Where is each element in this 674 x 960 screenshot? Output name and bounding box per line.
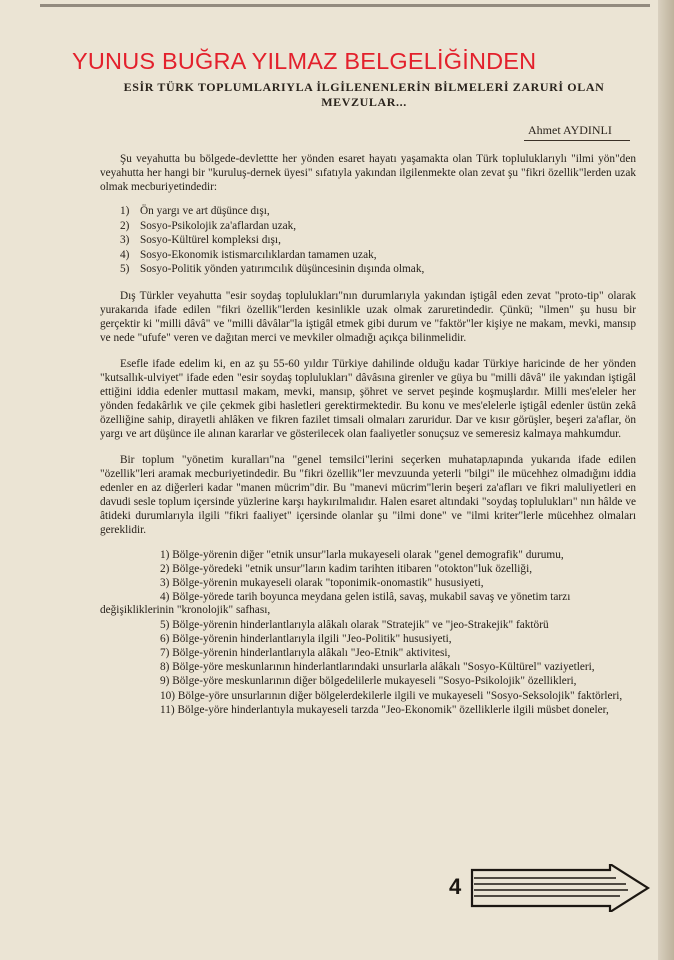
paragraph-regret: Esefle ifade edelim ki, en az şu 55-60 yıldır Türkiye dahilinde olduğu kadar Türkiye haricinde de her yönden "kutsallık-ulviyet" ifade eden "esir soydaş toplulukları" dâvâsına girenler ve güya bu "milli dâvâ" ile yakından iştigâl ettiğini iddia edenler muttasıl makam, mevki, mansıp, şöhret ve servet peşinde koşmuşlardır. Milli mes'eleler her yönden fedakârlık ve çile çekmek gibi hasletleri gerektirmektedir. Bu konu ve mes'elelerle iştigâl edenler üstün zekâ özelliğine sahip, dirayetli ahlâken ve fikren fazilet timsali olmaları zaruridur. Dar ve kısır görüşler, beşeri za'aflar, ön yargı ve art düşünce ile alınan kararlar ve gösterilecek olan faaliyetler sonuçsuz ve semeresiz kalmaya mahkumdur.	[100, 357, 636, 440]
article-title: ESİR TÜRK TOPLUMLARIYLA İLGİLENENLERİN BİLMELERİ ZARURİ OLAN MEVZULAR...	[123, 80, 605, 109]
list-item-text: Bölge-yöre unsurlarının diğer bölgelerdekilerle ilgili ve mukayeseli "Sosyo-Seksolojik" faktörleri,	[177, 689, 623, 702]
list-item-number: 1)	[120, 205, 130, 217]
list-item-text: Bölge-yöre hinderlantıyla mukayeseli tarzda "Jeo-Ekonomik" özelliklerle ilgili müsbet doneler,	[177, 703, 609, 716]
list-item	[100, 577, 636, 590]
list-item	[100, 647, 636, 660]
list-item-text: Bölge-yörede tarih boyunca meydana gelen istilâ, savaş, mukabil savaş ve yönetim tarzı değişikliklerinin "kronolojik" safhası,	[100, 591, 571, 617]
criteria-list	[100, 549, 636, 717]
arrow-right-icon	[470, 864, 650, 912]
list-item	[100, 591, 636, 617]
list-item	[100, 262, 636, 277]
list-item-number: 1)	[160, 548, 170, 561]
list-item-text: Bölge-yöre meskunlarının diğer bölgedelilerle mukayeseli "Sosyo-Psikolojik" özellikleri,	[172, 675, 577, 688]
list-item-number: 10)	[160, 689, 176, 702]
list-item-number: 7)	[160, 646, 170, 659]
list-item	[100, 219, 636, 234]
page-right-edge	[658, 0, 674, 960]
list-item	[100, 204, 636, 219]
list-item	[100, 704, 636, 717]
list-item-number: 5)	[160, 618, 170, 631]
list-item-text: Bölge-yörenin mukayeseli olarak "toponimik-onomastik" hususiyeti,	[172, 576, 484, 589]
list-item-text: Ön yargı ve art düşünce dışı,	[140, 205, 270, 217]
list-item	[100, 661, 636, 674]
list-item	[100, 619, 636, 632]
list-item-number: 2)	[120, 219, 130, 232]
list-item	[100, 549, 636, 562]
list-item-text: Sosyo-Ekonomik istismarcılıklardan tamamen uzak,	[140, 248, 377, 261]
list-item-text: Bölge-yörenin diğer "etnik unsur"larla mukayeseli olarak "genel demografik" durumu,	[172, 548, 564, 561]
archive-banner: YUNUS BUĞRA YILMAZ BELGELİĞİNDEN	[72, 48, 537, 74]
list-item-number: 9)	[160, 675, 170, 688]
intro-paragraph: Şu veyahutta bu bölgede-devlettte her yönden esaret hayatı yaşamakta olan Türk topluluklarıylı "ilmi yön"den veyahutta her hangi bir "kuruluş-dernek üyesi" sıfatıyla yakından ilgilenmekte olan zevat şu "fikri özellik"lerden uzak olmak mecburiyetindedir:	[100, 153, 636, 193]
list-item-number: 5)	[120, 263, 130, 275]
list-item-text: Bölge-yöredeki "etnik unsur"ların kadim tarihten itibaren "otokton"luk özelliği,	[172, 562, 533, 575]
list-item-text: Bölge-yörenin hinderlantlarıyla ilgili "Jeo-Politik" hususiyeti,	[172, 632, 452, 645]
list-item	[100, 675, 636, 688]
page-top-edge	[40, 4, 650, 7]
list-item-number: 4)	[160, 591, 170, 604]
list-item-number: 6)	[160, 632, 170, 645]
list-item	[100, 690, 636, 703]
list-item-number: 11)	[160, 703, 175, 716]
list-item-text: Bölge-yöre meskunlarının hinderlantlarındaki unsurlarla alâkalı "Sosyo-Kültürel" vaziyetleri,	[172, 661, 595, 674]
list-item	[100, 248, 636, 263]
list-item-number: 3)	[120, 234, 130, 246]
list-item	[100, 563, 636, 576]
paragraph-outer-turks: Dış Türkler veyahutta "esir soydaş toplulukları"nın durumlarıyla yakından iştigâl eden zevat "proto-tip" olarak yurakarıda ifade edilen "fikri özellik"lerden kesinlikle uzak olmak zaruretindedir. Çünkü; "ilmen" şu husu bir gerçektir ki "milli dâvâ" ve "milli dâvâlar"la iştigâl etmek gibi durum ve "faktör"ler kişiye ne makam, mevki, mansıp ve nede "ufufe" veren ve dağıtan merci ve mevkiler olmadığı açıkça bilinmelidir.	[100, 289, 636, 344]
page-number: 4	[449, 874, 462, 899]
list-item-number: 8)	[160, 661, 170, 674]
list-item-text: Sosyo-Psikolojik za'aflardan uzak,	[140, 219, 297, 232]
traits-list	[100, 204, 636, 277]
list-item-text: Bölge-yörenin hinderlantlarıyla alâkalı "Jeo-Etnik" aktivitesi,	[172, 646, 451, 659]
author-name: Ahmet AYDINLI	[528, 123, 612, 137]
list-item-number: 2)	[160, 562, 170, 575]
list-item-text: Sosyo-Politik yönden yatırımcılık düşüncesinin dışında olmak,	[140, 263, 425, 275]
list-item-number: 4)	[120, 248, 130, 261]
list-item-number: 3)	[160, 576, 170, 589]
author-underline	[524, 140, 630, 141]
article-body	[100, 152, 636, 718]
list-item-text: Sosyo-Kültürel kompleksi dışı,	[140, 234, 281, 246]
paragraph-society: Bir toplum "yönetim kuralları"na "genel temsilci"lerini seçerken muhatapларında yukarıda ifade edilen "özellik"leri aramak mecburiyetindedir. Bu "fikri özellik"ler mevzuunda yeterli "bilgi" ile mücehhez olmadığını iddia edenler en az diğerleri kadar "manen mücrim"dir. Bu "manevi mücrim"lerin beşeri za'afları ve fikri maluliyetleri en davudi sesle toplum içersinde yüzlerine karşı haykırılmalıdır. Halen esaret altındaki "soydaş toplulukları" nın hâlde ve âtideki durumlarıyla ilgili "fikri faaliyet" içersinde olanlar şu "ilmi done" ve "ilmi kriter"lerle mücehhez olmaları gereklidir.	[100, 453, 636, 536]
list-item	[100, 633, 636, 646]
list-item	[100, 233, 636, 248]
list-item-text: Bölge-yörenin hinderlantlarıyla alâkalı olarak "Stratejik" ve "jeo-Strakejik" faktörü	[172, 618, 549, 631]
